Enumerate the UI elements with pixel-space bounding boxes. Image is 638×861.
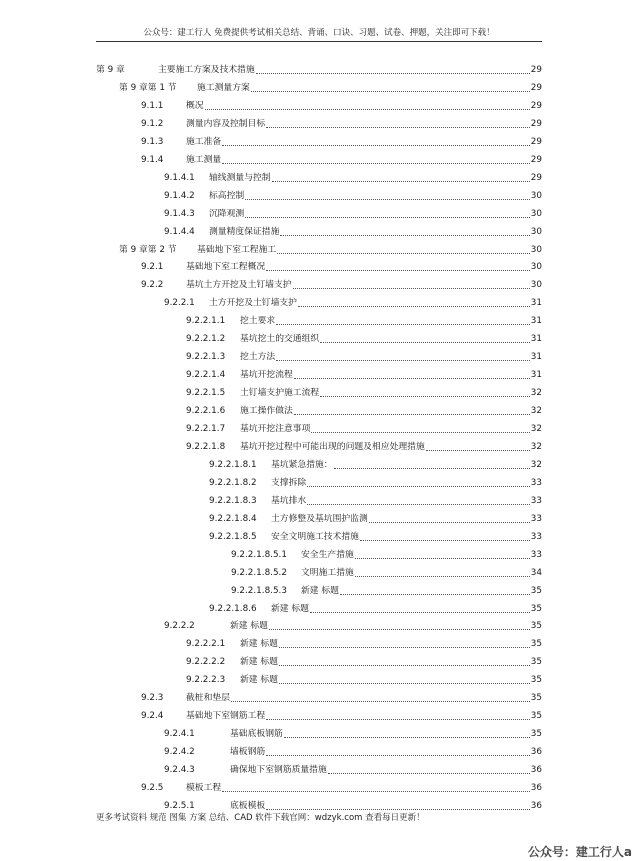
- toc-entry-title: 基坑开挖流程: [240, 370, 293, 381]
- toc-entry[interactable]: [164, 740, 542, 758]
- dot-leader: [222, 782, 530, 792]
- dot-leader: [279, 638, 530, 648]
- toc-entry-page: 29: [530, 136, 542, 147]
- toc-entry[interactable]: [164, 202, 542, 220]
- toc-entry[interactable]: [186, 363, 542, 381]
- toc-entry-page: 33: [530, 495, 542, 506]
- toc-entry[interactable]: [119, 238, 542, 256]
- toc-entry-number: 9.2.2.1.3: [186, 352, 226, 363]
- toc-entry-number: 9.2.2.1.2: [186, 334, 226, 345]
- toc-entry-title: 安全文明施工技术措施: [271, 531, 359, 542]
- toc-entry-page: 31: [530, 316, 542, 327]
- toc-entry-title: 土方修整及基坑围护监测: [271, 513, 368, 524]
- toc-entry-title: 基坑紧急措施：: [271, 459, 333, 470]
- toc-entry-title: 支撑拆除: [271, 477, 307, 488]
- dot-leader: [294, 405, 530, 415]
- toc-entry-title: 基础底板钢筋: [230, 729, 283, 740]
- dot-leader: [294, 369, 530, 379]
- toc-entry-number: 9.1.4.4: [164, 226, 195, 237]
- toc-entry-page: 35: [530, 693, 542, 704]
- toc-entry-title: 文明施工措施: [301, 567, 354, 578]
- toc-entry-page: 29: [530, 100, 542, 111]
- dot-leader: [266, 261, 530, 271]
- toc-entry-title: 挖土要求: [240, 316, 276, 327]
- toc-entry-title: 标高控制: [209, 190, 245, 201]
- toc-entry-title: 新建 标题: [240, 675, 278, 686]
- toc-entry-page: 32: [530, 406, 542, 417]
- toc-entry-title: 挖土方法: [240, 352, 276, 363]
- toc-entry[interactable]: [141, 255, 542, 273]
- toc-entry-page: 32: [530, 441, 542, 452]
- toc-entry-page: 32: [530, 424, 542, 434]
- dot-leader: [355, 567, 530, 577]
- toc-entry-title: 施工测量: [186, 154, 222, 165]
- toc-entry-page: 32: [530, 388, 542, 399]
- toc-entry-page: 33: [530, 531, 542, 542]
- toc-entry-title: 基础地下室工程概况: [186, 262, 266, 273]
- toc-entry-title: 新建 标题: [301, 585, 339, 596]
- toc-entry-page: 35: [530, 711, 542, 722]
- toc-entry[interactable]: [141, 148, 542, 166]
- toc-entry-page: 31: [530, 334, 542, 345]
- dot-leader: [266, 746, 530, 756]
- toc-entry[interactable]: [141, 112, 542, 130]
- toc-entry-title: 基础地下室工程施工: [197, 244, 277, 255]
- toc-entry-number: 9.2.2.1.6: [186, 406, 226, 417]
- toc-entry-page: 29: [530, 154, 542, 165]
- toc-entry-number: 9.2.2.2.3: [186, 675, 226, 686]
- toc-entry-page: 36: [530, 800, 542, 811]
- toc-entry[interactable]: [164, 614, 542, 632]
- dot-leader: [320, 333, 530, 343]
- toc-entry[interactable]: [186, 327, 542, 345]
- toc-entry-page: 35: [530, 729, 542, 740]
- header-divider: [96, 41, 542, 42]
- toc-entry-title: 基坑开挖过程中可能出现的问题及相应处理措施: [240, 441, 425, 452]
- toc-entry-number: 9.2.2.1.8.1: [209, 459, 257, 470]
- toc-entry-number: 9.2.2.1.8.4: [209, 513, 257, 524]
- toc-entry-number: 9.2.4.1: [164, 729, 195, 740]
- dot-leader: [272, 172, 530, 182]
- toc-entry[interactable]: [164, 758, 542, 776]
- toc-entry-number: 9.1.2: [141, 118, 164, 129]
- dot-leader: [334, 459, 530, 469]
- toc-entry-title: 截桩和垫层: [186, 693, 230, 704]
- toc-entry-page: 30: [530, 280, 542, 291]
- toc-entry-page: 30: [530, 244, 542, 255]
- toc-entry-number: 9.2.2.1.8: [186, 441, 226, 452]
- dot-leader: [256, 64, 530, 74]
- toc-entry-number: 9.2.2.2.2: [186, 657, 226, 668]
- toc-entry-page: 35: [530, 603, 542, 614]
- toc-entry[interactable]: [164, 794, 542, 812]
- toc-entry-page: 31: [530, 370, 542, 381]
- toc-entry-title: 施工操作做法: [240, 406, 293, 417]
- dot-leader: [276, 351, 530, 361]
- watermark: 公众号：建工行人a: [527, 845, 632, 859]
- toc-entry-title: 新建 标题: [240, 639, 278, 650]
- toc-entry-number: 9.2.2.1.7: [186, 424, 226, 434]
- toc-entry-page: 32: [530, 459, 542, 470]
- toc-entry-title: 施工准备: [186, 136, 222, 147]
- toc-entry-page: 35: [530, 657, 542, 668]
- dot-leader: [266, 118, 530, 128]
- toc-entry-page: 35: [530, 621, 542, 632]
- toc-entry[interactable]: [186, 668, 542, 686]
- page-footer: 更多考试资料 规范 图集 方案 总结、CAD 软件下载官网：wdzyk.com 查看每日更新！: [96, 813, 425, 823]
- toc-entry-title: 确保地下室钢筋质量措施: [230, 765, 327, 776]
- dot-leader: [222, 154, 530, 164]
- toc-entry-number: 第 9 章第 1 节: [119, 82, 177, 93]
- toc-entry-title: 测量内容及控制目标: [186, 118, 266, 129]
- toc-entry-page: 30: [530, 262, 542, 273]
- toc-entry[interactable]: [209, 597, 542, 615]
- toc-entry-number: 9.2.5.1: [164, 800, 195, 811]
- toc-entry-title: 安全生产措施: [301, 549, 354, 560]
- toc-entry[interactable]: [186, 435, 542, 453]
- toc-entry-number: 9.2.2.1.8.3: [209, 495, 257, 506]
- toc-entry[interactable]: [186, 399, 542, 417]
- toc-entry-number: 9.1.4.1: [164, 172, 195, 183]
- toc-entry-number: 9.2.3: [141, 693, 164, 704]
- toc-entry[interactable]: [141, 776, 542, 794]
- toc-entry-page: 29: [530, 118, 542, 129]
- toc-entry-number: 9.2.4.2: [164, 747, 195, 758]
- toc-entry[interactable]: [209, 489, 542, 507]
- dot-leader: [307, 495, 530, 505]
- toc-entry[interactable]: [186, 345, 542, 363]
- toc-entry-title: 施工测量方案: [197, 82, 250, 93]
- toc-entry-title: 概况: [186, 100, 204, 111]
- toc-entry[interactable]: [164, 166, 542, 184]
- toc-entry-page: 34: [530, 567, 542, 578]
- toc-entry-title: 模板工程: [186, 783, 222, 793]
- toc-entry-page: 36: [530, 783, 542, 793]
- dot-leader: [245, 190, 530, 200]
- toc-entry-title: 基坑土方开挖及土钉墙支护: [186, 280, 292, 291]
- toc-entry-page: 35: [530, 639, 542, 650]
- toc-entry[interactable]: [96, 58, 542, 76]
- dot-leader: [222, 136, 530, 146]
- toc-entry[interactable]: [164, 184, 542, 202]
- toc-entry[interactable]: [119, 76, 542, 94]
- toc-entry-number: 9.2.2.1.5: [186, 388, 226, 399]
- toc-entry-number: 9.1.4: [141, 154, 164, 165]
- dot-leader: [369, 513, 530, 523]
- dot-leader: [280, 226, 529, 236]
- toc-entry-title: 土钉墙支护施工流程: [240, 388, 320, 399]
- toc-entry-title: 沉降观测: [209, 208, 245, 219]
- toc-entry-number: 第 9 章: [96, 65, 125, 75]
- toc-entry[interactable]: [186, 417, 542, 435]
- toc-entry[interactable]: [186, 381, 542, 399]
- toc-entry[interactable]: [209, 453, 542, 471]
- toc-entry-number: 9.2.2.2: [164, 621, 195, 632]
- toc-entry-title: 基坑排水: [271, 495, 307, 506]
- toc-entry-page: 33: [530, 477, 542, 488]
- toc-entry-title: 底板模板: [230, 800, 266, 811]
- toc-entry[interactable]: [141, 686, 542, 704]
- toc-entry-number: 9.1.3: [141, 136, 164, 147]
- toc-entry-page: 31: [530, 352, 542, 363]
- toc-entry-page: 30: [530, 208, 542, 219]
- dot-leader: [298, 297, 530, 307]
- dot-leader: [279, 674, 530, 684]
- toc-entry-page: 33: [530, 513, 542, 524]
- toc-entry-page: 29: [530, 65, 542, 75]
- toc-entry-number: 9.2.2.1.8.6: [209, 603, 257, 614]
- toc-entry-page: 29: [530, 172, 542, 183]
- toc-entry-number: 9.1.1: [141, 100, 164, 111]
- dot-leader: [293, 279, 530, 289]
- toc-entry-number: 9.2.2.2.1: [186, 639, 226, 650]
- toc-entry-number: 9.2.4.3: [164, 765, 195, 776]
- toc-entry-number: 9.2.2.1.8.5.1: [231, 549, 287, 560]
- toc-entry[interactable]: [164, 722, 542, 740]
- toc-entry-number: 9.1.4.2: [164, 190, 195, 201]
- toc-entry-title: 新建 标题: [271, 603, 309, 614]
- toc-entry[interactable]: [231, 579, 542, 597]
- dot-leader: [340, 585, 530, 595]
- dot-leader: [245, 208, 530, 218]
- toc-entry[interactable]: [186, 632, 542, 650]
- dot-leader: [266, 710, 530, 720]
- dot-leader: [231, 692, 530, 702]
- toc-entry-page: 33: [530, 549, 542, 560]
- toc-entry-page: 36: [530, 765, 542, 776]
- toc-entry-page: 35: [530, 585, 542, 596]
- toc-entry-page: 36: [530, 747, 542, 758]
- toc-entry-page: 35: [530, 675, 542, 686]
- toc-entry-number: 9.2.2.1.8.5: [209, 531, 257, 542]
- toc-entry-title: 土方开挖及土钉墙支护: [209, 298, 297, 309]
- toc-entry-number: 9.2.2.1.8.5.3: [231, 585, 287, 596]
- toc-entry-page: 30: [530, 190, 542, 201]
- toc-entry-page: 31: [530, 298, 542, 309]
- toc-entry[interactable]: [141, 94, 542, 112]
- toc-entry-title: 基坑开挖注意事项: [240, 424, 311, 434]
- dot-leader: [307, 477, 530, 487]
- dot-leader: [266, 800, 530, 810]
- toc-entry-number: 9.2.5: [141, 783, 164, 793]
- dot-leader: [355, 549, 530, 559]
- toc-entry-page: 30: [530, 226, 542, 237]
- toc-entry[interactable]: [186, 309, 542, 327]
- dot-leader: [205, 100, 530, 110]
- toc-entry-title: 测量精度保证措施: [209, 226, 280, 237]
- toc-entry-title: 基坑挖土的交通组织: [240, 334, 320, 345]
- dot-leader: [279, 656, 530, 666]
- toc-entry[interactable]: [209, 471, 542, 489]
- toc-entry[interactable]: [141, 273, 542, 291]
- toc-entry[interactable]: [164, 220, 542, 238]
- toc-entry-number: 9.1.4.3: [164, 208, 195, 219]
- toc-entry-number: 9.2.2.1.8.2: [209, 477, 257, 488]
- toc-entry-title: 基础地下室钢筋工程: [186, 711, 266, 722]
- dot-leader: [328, 764, 530, 774]
- toc-entry[interactable]: [186, 650, 542, 668]
- dot-leader: [426, 441, 530, 451]
- toc-entry[interactable]: [231, 561, 542, 579]
- dot-leader: [320, 387, 530, 397]
- dot-leader: [269, 620, 530, 630]
- toc-entry-number: 9.2.2: [141, 280, 164, 291]
- toc-entry[interactable]: [164, 291, 542, 309]
- toc-entry-number: 9.2.2.1.8.5.2: [231, 567, 287, 578]
- toc-entry-number: 9.2.2.1.1: [186, 316, 226, 327]
- page-header: 公众号：建工行人 免费提供考试相关总结、背诵、口诀、习题、试卷、押题，关注即可下载！: [143, 28, 495, 38]
- toc-entry-number: 9.2.2.1: [164, 298, 195, 309]
- toc-entry-number: 9.2.2.1.4: [186, 370, 226, 381]
- toc-entry[interactable]: [209, 525, 542, 543]
- toc-entry-number: 9.2.1: [141, 262, 164, 273]
- toc-entry-title: 新建 标题: [230, 621, 268, 632]
- toc-entry-title: 主要施工方案及技术措施: [158, 65, 255, 75]
- dot-leader: [251, 82, 530, 92]
- dot-leader: [276, 315, 530, 325]
- toc-entry-title: 新建 标题: [240, 657, 278, 668]
- toc-entry[interactable]: [141, 704, 542, 722]
- dot-leader: [360, 531, 530, 541]
- toc-entry-number: 9.2.4: [141, 711, 164, 722]
- toc-entry-page: 29: [530, 82, 542, 93]
- dot-leader: [284, 728, 530, 738]
- toc-entry-title: 墙板钢筋: [230, 747, 266, 758]
- toc-entry-number: 第 9 章第 2 节: [119, 244, 177, 255]
- toc-entry[interactable]: [231, 543, 542, 561]
- toc-entry[interactable]: [141, 130, 542, 148]
- dot-leader: [311, 423, 529, 433]
- dot-leader: [310, 603, 530, 613]
- dot-leader: [277, 244, 530, 254]
- toc-entry[interactable]: [209, 507, 542, 525]
- toc-entry-title: 轴线测量与控制: [209, 172, 271, 183]
